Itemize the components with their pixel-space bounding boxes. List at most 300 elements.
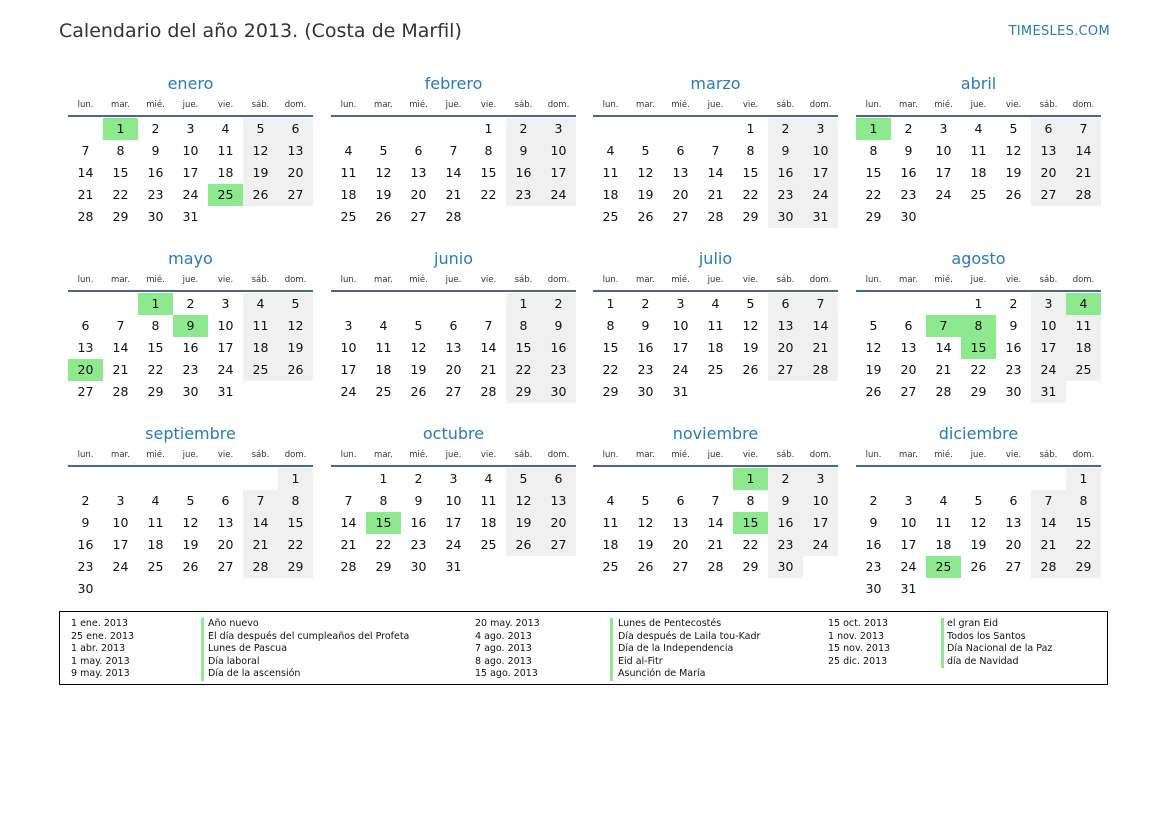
legend-holiday-name: El día después del cumpleaños del Profeta <box>208 630 410 642</box>
day-cell: 22 <box>112 187 129 202</box>
day-cell: 1 <box>138 293 173 315</box>
day-cell: 29 <box>602 384 619 399</box>
day-cell: 8 <box>869 143 878 158</box>
day-cell: 6 <box>1009 493 1018 508</box>
day-cell: 24 <box>445 537 462 552</box>
day-cell: 29 <box>970 384 987 399</box>
day-cell: 19 <box>410 362 427 377</box>
day-cell: 23 <box>900 187 917 202</box>
day-cell: 30 <box>182 384 199 399</box>
day-cell: 7 <box>344 493 353 508</box>
day-cell: 27 <box>900 384 917 399</box>
day-cell: 27 <box>77 384 94 399</box>
day-cell: 2 <box>541 293 576 315</box>
weekday-label: mar. <box>111 275 130 285</box>
legend-date-column <box>71 618 134 681</box>
day-cell: 1 <box>484 121 493 136</box>
empty-cell <box>593 468 628 490</box>
day-cell: 20 <box>541 512 576 534</box>
legend-name-column <box>947 618 1052 668</box>
weekday-label: sáb. <box>1039 275 1058 285</box>
weekday-label: dom. <box>284 275 307 285</box>
day-cell: 4 <box>221 121 230 136</box>
day-cell: 14 <box>935 340 952 355</box>
day-cell: 12 <box>970 515 987 530</box>
weekday-label: mié. <box>409 100 428 110</box>
month-agosto <box>856 248 1101 403</box>
header-divider <box>856 115 1101 117</box>
empty-cell <box>436 118 471 140</box>
day-cell: 9 <box>768 140 803 162</box>
day-cell: 5 <box>869 318 878 333</box>
day-cell: 7 <box>803 293 838 315</box>
empty-cell <box>366 118 401 140</box>
weekday-label: dom. <box>547 100 570 110</box>
day-cell: 5 <box>506 468 541 490</box>
day-cell: 19 <box>243 162 278 184</box>
empty-cell <box>663 118 698 140</box>
weekday-label: mié. <box>146 275 165 285</box>
weekday-header <box>331 445 576 465</box>
day-cell: 25 <box>926 556 961 578</box>
day-cell: 24 <box>217 362 234 377</box>
weekday-label: dom. <box>809 100 832 110</box>
day-cell: 11 <box>935 515 952 530</box>
day-cell: 23 <box>865 559 882 574</box>
day-cell: 9 <box>904 143 913 158</box>
day-cell: 26 <box>742 362 759 377</box>
day-cell: 19 <box>970 537 987 552</box>
day-cell: 12 <box>375 165 392 180</box>
day-cell: 14 <box>243 512 278 534</box>
day-cell: 7 <box>1066 118 1101 140</box>
day-grid <box>593 118 838 228</box>
empty-cell <box>436 293 471 315</box>
month-marzo <box>593 73 838 228</box>
day-cell: 11 <box>340 165 357 180</box>
weekday-label: lun. <box>340 275 357 285</box>
month-febrero <box>331 73 576 228</box>
legend-date: 8 ago. 2013 <box>475 655 532 667</box>
day-cell: 2 <box>151 121 160 136</box>
day-cell: 14 <box>1066 140 1101 162</box>
day-cell: 1 <box>278 468 313 490</box>
day-cell: 14 <box>445 165 462 180</box>
day-cell: 16 <box>900 165 917 180</box>
weekday-label: lun. <box>77 450 94 460</box>
legend-date: 9 may. 2013 <box>71 668 130 680</box>
header-divider <box>331 115 576 117</box>
day-cell: 16 <box>637 340 654 355</box>
day-cell: 12 <box>742 318 759 333</box>
empty-cell <box>856 468 891 490</box>
day-cell: 3 <box>803 118 838 140</box>
day-cell: 16 <box>182 340 199 355</box>
weekday-header <box>856 95 1101 115</box>
empty-cell <box>1031 468 1066 490</box>
weekday-header <box>593 270 838 290</box>
day-cell: 16 <box>865 537 882 552</box>
day-cell: 14 <box>1031 512 1066 534</box>
empty-cell <box>628 468 663 490</box>
day-cell: 11 <box>970 143 987 158</box>
month-septiembre <box>68 423 313 600</box>
day-cell: 22 <box>970 362 987 377</box>
day-cell: 20 <box>278 162 313 184</box>
day-cell: 28 <box>707 559 724 574</box>
day-cell: 30 <box>768 206 803 228</box>
day-cell: 2 <box>904 121 913 136</box>
legend-date: 15 oct. 2013 <box>828 618 889 629</box>
day-cell: 28 <box>112 384 129 399</box>
empty-cell <box>926 293 961 315</box>
day-cell: 11 <box>707 318 724 333</box>
day-cell: 31 <box>217 384 234 399</box>
weekday-label: jue. <box>970 275 987 285</box>
day-cell: 31 <box>672 384 689 399</box>
weekday-label: jue. <box>182 100 199 110</box>
weekday-label: dom. <box>809 450 832 460</box>
day-cell: 27 <box>278 184 313 206</box>
day-cell: 1 <box>379 471 388 486</box>
day-cell: 20 <box>1031 162 1066 184</box>
day-cell: 19 <box>182 537 199 552</box>
empty-cell <box>331 293 366 315</box>
day-cell: 18 <box>935 537 952 552</box>
day-cell: 10 <box>217 318 234 333</box>
day-cell: 25 <box>375 384 392 399</box>
header-divider <box>593 115 838 117</box>
weekday-label: jue. <box>970 100 987 110</box>
empty-cell <box>996 468 1031 490</box>
day-cell: 21 <box>480 362 497 377</box>
day-cell: 4 <box>151 493 160 508</box>
legend-holiday-name: Eid al-Fitr <box>618 655 663 667</box>
day-grid <box>68 118 313 228</box>
legend-date: 1 abr. 2013 <box>71 643 126 655</box>
day-cell: 21 <box>340 537 357 552</box>
day-cell: 2 <box>869 493 878 508</box>
day-cell: 18 <box>480 515 497 530</box>
day-cell: 13 <box>77 340 94 355</box>
day-cell: 24 <box>1031 359 1066 381</box>
weekday-label: vie. <box>1005 450 1022 460</box>
day-cell: 8 <box>961 315 996 337</box>
day-cell: 10 <box>803 140 838 162</box>
header-divider <box>331 290 576 292</box>
day-cell: 30 <box>147 209 164 224</box>
day-cell: 19 <box>278 337 313 359</box>
weekday-label: mar. <box>111 100 130 110</box>
day-cell: 5 <box>641 493 650 508</box>
day-cell: 31 <box>182 209 199 224</box>
day-cell: 2 <box>1009 296 1018 311</box>
day-cell: 15 <box>278 512 313 534</box>
day-grid <box>68 293 313 403</box>
empty-cell <box>628 118 663 140</box>
day-cell: 21 <box>77 187 94 202</box>
day-cell: 19 <box>865 362 882 377</box>
day-cell: 5 <box>1009 121 1018 136</box>
day-cell: 4 <box>344 143 353 158</box>
weekday-header <box>593 445 838 465</box>
weekday-label: jue. <box>182 450 199 460</box>
day-cell: 3 <box>904 493 913 508</box>
day-cell: 15 <box>506 337 541 359</box>
day-cell: 12 <box>182 515 199 530</box>
day-grid <box>856 468 1101 600</box>
day-cell: 8 <box>379 493 388 508</box>
legend-date: 1 nov. 2013 <box>828 630 884 642</box>
legend-date: 25 dic. 2013 <box>828 655 888 667</box>
legend-color-bar <box>201 618 204 681</box>
day-cell: 6 <box>904 318 913 333</box>
legend-date: 1 may. 2013 <box>71 655 130 667</box>
day-cell: 28 <box>77 209 94 224</box>
weekday-label: mié. <box>671 450 690 460</box>
day-cell: 9 <box>541 315 576 337</box>
day-cell: 11 <box>375 340 392 355</box>
weekday-label: sáb. <box>251 450 270 460</box>
day-cell: 27 <box>672 559 689 574</box>
month-noviembre <box>593 423 838 578</box>
day-cell: 22 <box>742 537 759 552</box>
weekday-label: vie. <box>217 450 234 460</box>
month-enero <box>68 73 313 228</box>
day-cell: 13 <box>672 515 689 530</box>
day-cell: 7 <box>449 143 458 158</box>
day-cell: 17 <box>1031 337 1066 359</box>
legend-date: 25 ene. 2013 <box>71 630 135 642</box>
day-cell: 30 <box>768 556 803 578</box>
weekday-label: vie. <box>217 275 234 285</box>
month-octubre <box>331 423 576 578</box>
day-cell: 9 <box>173 315 208 337</box>
day-cell: 17 <box>900 537 917 552</box>
month-abril <box>856 73 1101 228</box>
day-cell: 20 <box>217 537 234 552</box>
day-cell: 9 <box>869 515 878 530</box>
day-cell: 8 <box>151 318 160 333</box>
day-cell: 1 <box>856 118 891 140</box>
day-cell: 15 <box>1066 512 1101 534</box>
day-cell: 23 <box>1005 362 1022 377</box>
day-cell: 3 <box>116 493 125 508</box>
day-grid <box>593 468 838 578</box>
empty-cell <box>243 468 278 490</box>
empty-cell <box>401 118 436 140</box>
day-cell: 1 <box>606 296 615 311</box>
weekday-label: mar. <box>374 100 393 110</box>
empty-cell <box>856 293 891 315</box>
day-grid <box>331 293 576 403</box>
day-cell: 17 <box>541 162 576 184</box>
legend-date-column <box>828 618 890 668</box>
day-cell: 25 <box>602 209 619 224</box>
day-cell: 17 <box>803 162 838 184</box>
day-cell: 5 <box>974 493 983 508</box>
weekday-label: vie. <box>480 275 497 285</box>
day-cell: 6 <box>768 293 803 315</box>
day-cell: 4 <box>1066 293 1101 315</box>
day-cell: 9 <box>641 318 650 333</box>
weekday-label: jue. <box>445 450 462 460</box>
day-cell: 26 <box>278 359 313 381</box>
day-cell: 2 <box>506 118 541 140</box>
weekday-label: jue. <box>707 100 724 110</box>
day-cell: 25 <box>208 184 243 206</box>
day-cell: 2 <box>414 471 423 486</box>
day-cell: 11 <box>480 493 497 508</box>
legend-holiday-name: Día de la Independencia <box>618 643 734 655</box>
header-divider <box>856 290 1101 292</box>
day-cell: 19 <box>637 537 654 552</box>
day-cell: 6 <box>676 493 685 508</box>
day-cell: 29 <box>865 209 882 224</box>
day-cell: 17 <box>340 362 357 377</box>
day-cell: 21 <box>935 362 952 377</box>
day-cell: 4 <box>484 471 493 486</box>
legend-holiday-name: día de Navidad <box>947 655 1019 667</box>
month-junio <box>331 248 576 403</box>
empty-cell <box>926 468 961 490</box>
weekday-label: lun. <box>602 450 619 460</box>
day-cell: 12 <box>410 340 427 355</box>
header-divider <box>593 290 838 292</box>
day-grid <box>856 118 1101 228</box>
weekday-label: lun. <box>340 450 357 460</box>
day-cell: 24 <box>541 184 576 206</box>
day-cell: 11 <box>243 315 278 337</box>
day-cell: 6 <box>414 143 423 158</box>
day-cell: 17 <box>935 165 952 180</box>
empty-cell <box>593 118 628 140</box>
empty-cell <box>331 468 366 490</box>
legend-holiday-name: Día laboral <box>208 655 260 667</box>
day-cell: 8 <box>746 143 755 158</box>
weekday-label: dom. <box>809 275 832 285</box>
site-brand-link[interactable]: TIMESLES.COM <box>1008 24 1110 39</box>
day-cell: 9 <box>506 140 541 162</box>
day-cell: 26 <box>375 209 392 224</box>
day-cell: 26 <box>637 209 654 224</box>
day-cell: 4 <box>379 318 388 333</box>
day-cell: 13 <box>445 340 462 355</box>
day-cell: 27 <box>445 384 462 399</box>
day-cell: 3 <box>541 118 576 140</box>
day-cell: 20 <box>672 187 689 202</box>
day-cell: 18 <box>970 165 987 180</box>
day-grid <box>68 468 313 600</box>
day-cell: 21 <box>707 537 724 552</box>
legend-name-column <box>208 618 409 681</box>
weekday-label: jue. <box>707 275 724 285</box>
day-cell: 13 <box>900 340 917 355</box>
legend-name-column <box>618 618 760 681</box>
day-cell: 24 <box>672 362 689 377</box>
day-cell: 18 <box>1066 337 1101 359</box>
day-grid <box>331 468 576 578</box>
day-cell: 14 <box>112 340 129 355</box>
day-cell: 13 <box>1005 515 1022 530</box>
day-cell: 21 <box>243 534 278 556</box>
legend-holiday-name: Todos los Santos <box>947 630 1026 642</box>
day-cell: 28 <box>340 559 357 574</box>
day-cell: 27 <box>1031 184 1066 206</box>
empty-cell <box>103 293 138 315</box>
weekday-label: lun. <box>865 100 882 110</box>
weekday-label: vie. <box>742 450 759 460</box>
day-cell: 31 <box>803 206 838 228</box>
day-cell: 30 <box>637 384 654 399</box>
day-cell: 24 <box>803 184 838 206</box>
day-cell: 13 <box>217 515 234 530</box>
day-cell: 22 <box>742 187 759 202</box>
weekday-label: dom. <box>547 275 570 285</box>
day-grid <box>331 118 576 228</box>
day-cell: 21 <box>1066 162 1101 184</box>
day-cell: 20 <box>1005 537 1022 552</box>
empty-cell <box>891 293 926 315</box>
day-cell: 16 <box>147 165 164 180</box>
month-name: junio <box>434 249 473 268</box>
day-cell: 3 <box>1031 293 1066 315</box>
day-cell: 29 <box>278 556 313 578</box>
weekday-label: vie. <box>1005 275 1022 285</box>
header-divider <box>593 465 838 467</box>
day-cell: 3 <box>344 318 353 333</box>
day-cell: 26 <box>243 184 278 206</box>
legend-holiday-name: Día Nacional de la Paz <box>947 643 1053 655</box>
month-name: enero <box>167 74 214 93</box>
day-cell: 7 <box>926 315 961 337</box>
day-cell: 21 <box>112 362 129 377</box>
day-cell: 4 <box>939 493 948 508</box>
day-cell: 18 <box>340 187 357 202</box>
legend-holiday-name: el gran Eid <box>947 618 998 629</box>
weekday-label: mar. <box>374 275 393 285</box>
day-cell: 6 <box>541 468 576 490</box>
day-cell: 2 <box>768 468 803 490</box>
weekday-label: dom. <box>284 100 307 110</box>
weekday-label: mié. <box>671 275 690 285</box>
day-cell: 28 <box>480 384 497 399</box>
day-cell: 7 <box>116 318 125 333</box>
day-cell: 20 <box>68 359 103 381</box>
day-cell: 26 <box>410 384 427 399</box>
header-divider <box>68 115 313 117</box>
day-cell: 21 <box>1031 534 1066 556</box>
day-cell: 18 <box>243 337 278 359</box>
weekday-label: vie. <box>742 275 759 285</box>
day-cell: 7 <box>711 143 720 158</box>
legend-holiday-name: Día después de Laila tou-Kadr <box>618 630 761 642</box>
day-cell: 11 <box>602 165 619 180</box>
day-cell: 6 <box>81 318 90 333</box>
empty-cell <box>663 468 698 490</box>
weekday-label: vie. <box>480 450 497 460</box>
legend-date-column <box>475 618 540 681</box>
day-cell: 31 <box>1031 381 1066 403</box>
legend-date: 20 may. 2013 <box>475 618 540 629</box>
month-name: agosto <box>951 249 1006 268</box>
day-cell: 5 <box>379 143 388 158</box>
weekday-label: vie. <box>480 100 497 110</box>
day-cell: 28 <box>1066 184 1101 206</box>
day-cell: 18 <box>217 165 234 180</box>
day-cell: 6 <box>676 143 685 158</box>
empty-cell <box>331 118 366 140</box>
